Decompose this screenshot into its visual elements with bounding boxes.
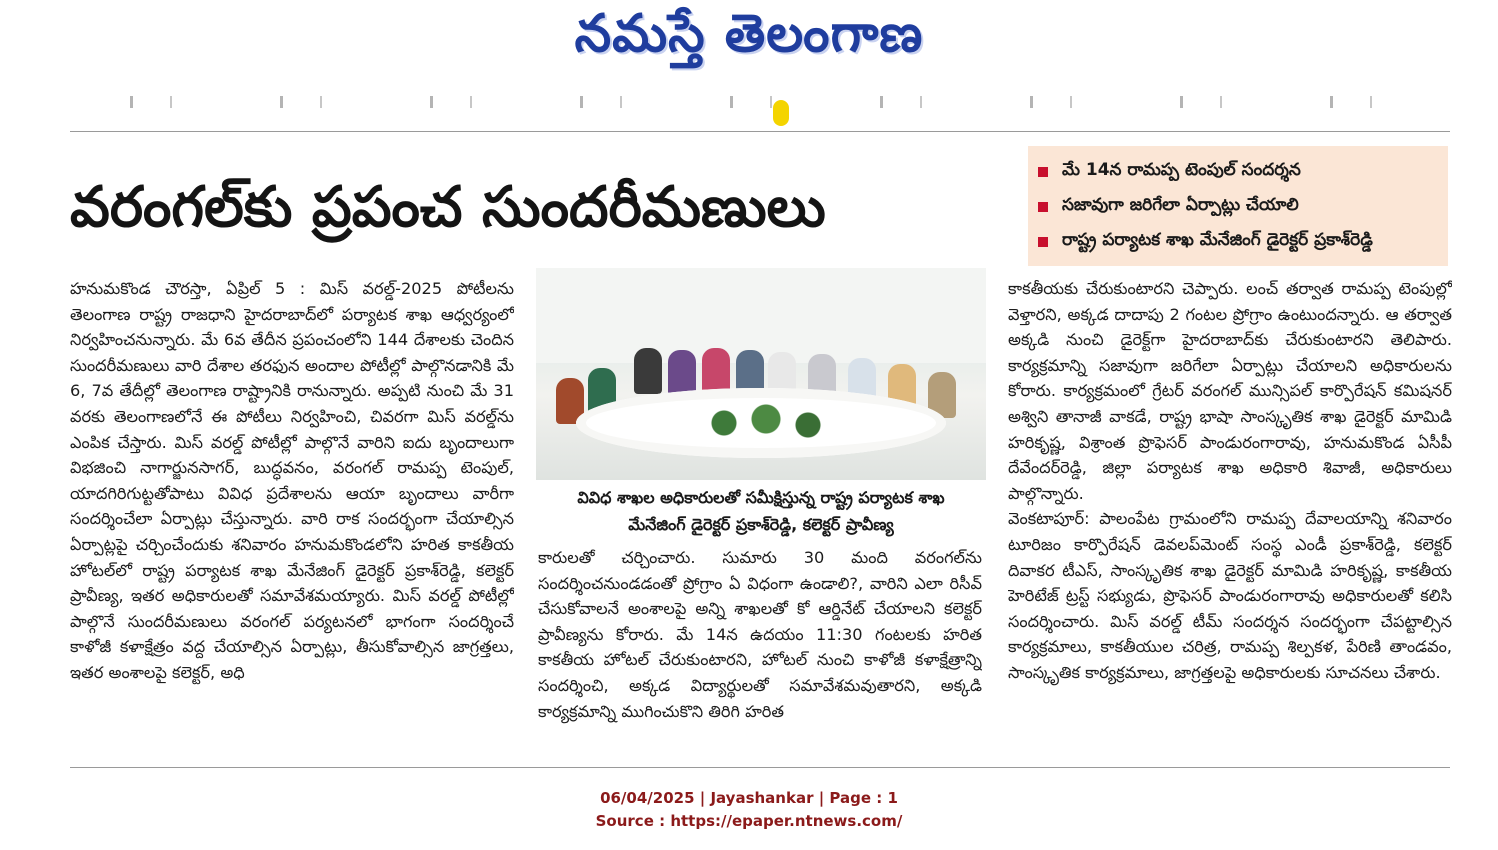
photo-wall (536, 268, 986, 363)
top-divider (70, 131, 1450, 132)
photo-plants (696, 403, 836, 443)
square-bullet-icon (1038, 237, 1048, 247)
photo-person (702, 348, 730, 394)
highlight-text: మే 14న రామప్ప టెంపుల్ సందర్శన (1062, 159, 1301, 180)
square-bullet-icon (1038, 167, 1048, 177)
ticker-strip (70, 96, 1450, 108)
square-bullet-icon (1038, 202, 1048, 212)
highlight-item (1038, 224, 1440, 259)
footer-date-line: 06/04/2025 | Jayashankar | Page : 1 (600, 789, 898, 807)
caption-line-2: మేనేజింగ్ డైరెక్టర్ ప్రకాశ్‌రెడ్డి, కలెక్టర్ ప్రావీణ్య (628, 515, 894, 534)
highlight-item (1038, 154, 1440, 189)
article-column-3: కాకతీయకు చేరుకుంటారని చెప్పారు. లంచ్ తర్వాత రామప్ప టెంపుల్లో వెళ్తారని, అక్కడ దాదాపు 2 గంటల ప్రోగ్రాం ఉంటుందన్నారు. ఆ తర్వాత అక్కడి నుంచి డైరెక్ట్‌గా హైదరాబాద్‌కు చేరుకుంటారని తెలిపారు. కార్యక్రమాన్ని సజావుగా జరిగేలా ఏర్పాట్లు చేయాలని అధికారులను కోరారు. కార్యక్రమంలో గ్రేటర్ వరంగల్ మున్సిపల్ కార్పొరేషన్ కమిషనర్ అశ్విని తానాజీ వాకడే, రాష్ట్ర భాషా సాంస్కృతిక శాఖ డైరెక్టర్ మామిడి హరికృష్ణ, విశ్రాంత ప్రొఫెసర్ పాండురంగారావు, హనుమకొండ ఏసీపీ దేవేందర్‌రెడ్డి, జిల్లా పర్యాటక శాఖ అధికారి శివాజీ, అధికారులు పాల్గొన్నారు. వెంకటాపూర్: పాలంపేట గ్రామంలోని రామప్ప దేవాలయాన్ని శనివారం టూరిజం కార్పొరేషన్ డెవలప్‌మెంట్ సంస్థ ఎండీ ప్రకాశ్‌రెడ్డి, కలెక్టర్ దివాకర టీఎస్, సాంస్కృతిక శాఖ డైరెక్టర్ మామిడి హరికృష్ణ, కాకతీయ హెరిటేజ్ ట్రస్ట్ సభ్యుడు, ప్రొఫెసర్ పాండురంగారావు అధికారులతో కలిసి సందర్శించారు. మిస్ వరల్డ్ టీమ్ సందర్శన సందర్భంగా చేపట్టాల్సిన కార్యక్రమాలు, కాకతీయుల చరిత్ర, రామప్ప శిల్పకళ, పేరిణి తాండవం, సాంస్కృతిక కార్యక్రమాలు, జాగ్రత్తలపై అధికారులకు సూచనలు చేశారు. (1008, 279, 1452, 682)
highlight-text: రాష్ట్ర పర్యాటక శాఖ మేనేజింగ్ డైరెక్టర్ ప్రకాశ్‌రెడ్డి (1062, 229, 1373, 250)
meeting-photo (536, 268, 986, 480)
footer-source-link[interactable]: Source : https://epaper.ntnews.com/ (595, 812, 903, 830)
bottom-divider (70, 767, 1450, 768)
article-column-1: హనుమకొండ చౌరస్తా, ఏప్రిల్ 5 : మిస్ వరల్డ్-2025 పోటీలను తెలంగాణ రాష్ట్ర రాజధాని హైదరాబాద్‌లో పర్యాటక శాఖ ఆధ్వర్యంలో నిర్వహించనున్నారు. మే 6వ తేదీన ప్రపంచంలోని 144 దేశాలకు చెందిన సుందరీమణులు వారి దేశాల తరఫున అందాల పోటీల్లో పాల్గొనడానికి మే 6, 7వ తేదీల్లో తెలంగాణ రాష్ట్రానికి రానున్నారు. అప్పటి నుంచి మే 31 వరకు తెలంగాణలోనే ఈ పోటీలు నిర్వహించి, చివరగా మిస్ వరల్డ్‌ను ఎంపిక చేస్తారు. మిస్ వరల్డ్ పోటీల్లో పాల్గొనే వారిని ఐదు బృందాలుగా విభజించి నాగార్జునసాగర్, బుద్ధవనం, వరంగల్ రామప్ప టెంపుల్, యాదగిరిగుట్టతోపాటు వివిధ ప్రదేశాలను ఆయా బృందాలు వారీగా సందర్శించేలా ఏర్పాట్లు చేస్తున్నారు. వారి రాక సందర్భంగా చేయాల్సిన ఏర్పాట్లపై చర్చించేందుకు శనివారం హనుమకొండలోని హరిత కాకతీయ హోటల్‌లో రాష్ట్ర పర్యాటక శాఖ మేనేజింగ్ డైరెక్టర్ ప్రకాశ్‌రెడ్డి, కలెక్టర్ ప్రావీణ్య, ఇతర అధికారులతో సమావేశమయ్యారు. మిస్ వరల్డ్ పోటీల్లో పాల్గొనే సుందరీమణులు వరంగల్ పర్యటనలో భాగంగా సందర్శించే కాళోజీ కళాక్షేత్రం వద్ద చేయాల్సిన ఏర్పాట్లు, తీసుకోవాల్సిన జాగ్రత్తలు, ఇతర అంశాలపై కలెక్టర్, అధి (70, 279, 514, 682)
photo-person (668, 350, 696, 396)
ticker-marker (773, 100, 789, 126)
photo-caption (538, 484, 984, 540)
article-column-2: కారులతో చర్చించారు. సుమారు 30 మంది వరంగల్‌ను సందర్శించనుండడంతో ప్రోగ్రాం ఏ విధంగా ఉండాలి?, వారిని ఎలా రిసీవ్ చేసుకోవాలనే అంశాలపై అన్ని శాఖలతో కో ఆర్డినేట్ చేయాలని కలెక్టర్ ప్రావీణ్యను కోరారు. మే 14న ఉదయం 11:30 గంటలకు హరిత కాకతీయ హోటల్ చేరుకుంటారని, హోటల్ నుంచి కాళోజీ కళాక్షేత్రాన్ని సందర్శించి, అక్కడ విద్యార్థులతో సమావేశమవుతారని, అక్కడి కార్యక్రమాన్ని ముగించుకొని తిరిగి హరిత (538, 548, 982, 721)
highlight-text: సజావుగా జరిగేలా ఏర్పాట్లు చేయాలి (1062, 194, 1299, 215)
photo-person (634, 348, 662, 394)
highlight-item (1038, 189, 1440, 224)
masthead-logo: నమస్తే తెలంగాణ (574, 3, 924, 64)
highlights-box (1028, 146, 1448, 266)
headline: వరంగల్‌కు ప్రపంచ సుందరీమణులు (70, 175, 826, 240)
caption-line-1: వివిధ శాఖల అధికారులతో సమీక్షిస్తున్న రాష్ట్ర పర్యాటక శాఖ (577, 488, 945, 507)
